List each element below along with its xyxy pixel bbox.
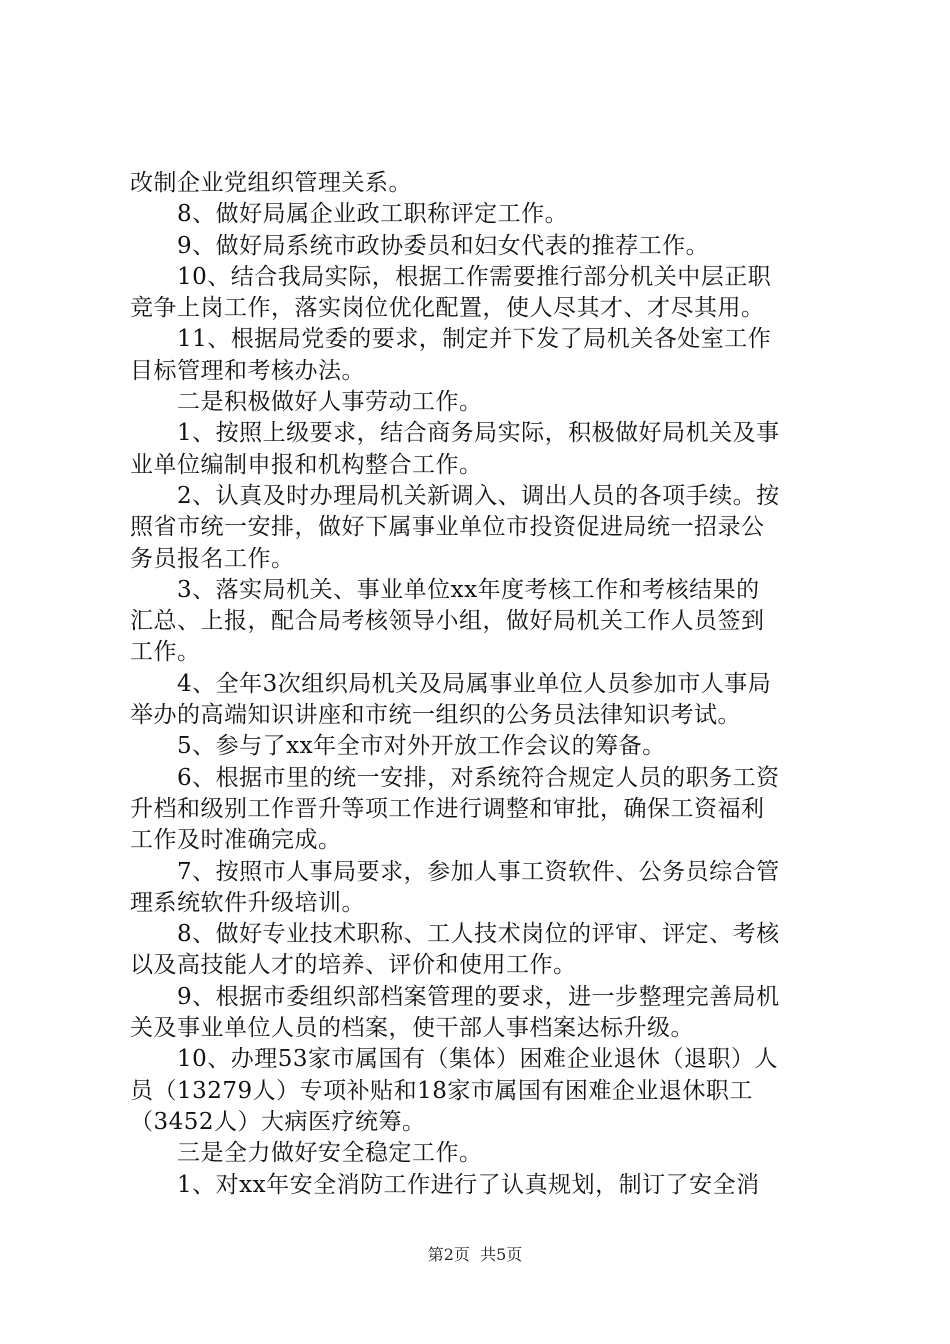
text-line: 5、参与了xx年全市对外开放工作会议的筹备。 xyxy=(130,733,666,760)
section-heading: 二是积极做好人事劳动工作。 xyxy=(130,389,483,416)
text-line: 工作。 xyxy=(130,639,201,666)
text-line: 10、结合我局实际，根据工作需要推行部分机关中层正职 xyxy=(130,263,772,290)
text-line: 业单位编制申报和机构整合工作。 xyxy=(130,451,483,478)
text-line: 1、按照上级要求，结合商务局实际，积极做好局机关及事 xyxy=(130,420,780,447)
text-line: 员（13279人）专项补贴和18家市属国有困难企业退休职工 xyxy=(130,1077,753,1104)
text-line: （3452人）大病医疗统筹。 xyxy=(130,1108,426,1135)
text-line: 1、对xx年安全消防工作进行了认真规划，制订了安全消 xyxy=(130,1171,760,1198)
text-line: 2、认真及时办理局机关新调入、调出人员的各项手续。按 xyxy=(130,482,780,509)
text-line: 9、根据市委组织部档案管理的要求，进一步整理完善局机 xyxy=(130,983,780,1010)
page-number-label: 第2页 共5页 xyxy=(427,1245,523,1264)
text-line: 照省市统一安排，做好下属事业单位市投资促进局统一招录公 xyxy=(130,514,765,541)
text-line: 汇总、上报，配合局考核领导小组，做好局机关工作人员签到 xyxy=(130,608,765,635)
text-line: 8、做好专业技术职称、工人技术岗位的评审、评定、考核 xyxy=(130,921,780,948)
text-line: 9、做好局系统市政协委员和妇女代表的推荐工作。 xyxy=(130,232,710,259)
text-line: 举办的高端知识讲座和市统一组织的公务员法律知识考试。 xyxy=(130,702,741,729)
text-line: 工作及时准确完成。 xyxy=(130,827,342,854)
page-footer xyxy=(0,1242,950,1265)
text-line: 理系统软件升级培训。 xyxy=(130,889,365,916)
text-line: 改制企业党组织管理关系。 xyxy=(130,170,412,196)
text-line: 6、根据市里的统一安排，对系统符合规定人员的职务工资 xyxy=(130,764,780,791)
document-body xyxy=(130,168,835,1201)
text-line: 目标管理和考核办法。 xyxy=(130,357,365,384)
section-heading: 三是全力做好安全稳定工作。 xyxy=(130,1140,483,1167)
text-line: 4、全年3次组织局机关及局属事业单位人员参加市人事局 xyxy=(130,670,772,697)
text-line: 7、按照市人事局要求，参加人事工资软件、公务员综合管 xyxy=(130,858,780,885)
text-line: 务员报名工作。 xyxy=(130,545,295,572)
text-line: 竞争上岗工作，落实岗位优化配置，使人尽其才、才尽其用。 xyxy=(130,295,765,322)
text-line: 以及高技能人才的培养、评价和使用工作。 xyxy=(130,952,577,979)
text-line: 8、做好局属企业政工职称评定工作。 xyxy=(130,201,569,228)
text-line: 3、落实局机关、事业单位xx年度考核工作和考核结果的 xyxy=(130,576,760,603)
text-line: 升档和级别工作晋升等项工作进行调整和审批，确保工资福利 xyxy=(130,795,765,822)
text-line: 关及事业单位人员的档案，使干部人事档案达标升级。 xyxy=(130,1015,694,1042)
text-line: 10、办理53家市属国有（集体）困难企业退休（退职）人 xyxy=(130,1046,779,1073)
text-line: 11、根据局党委的要求，制定并下发了局机关各处室工作 xyxy=(130,326,772,353)
